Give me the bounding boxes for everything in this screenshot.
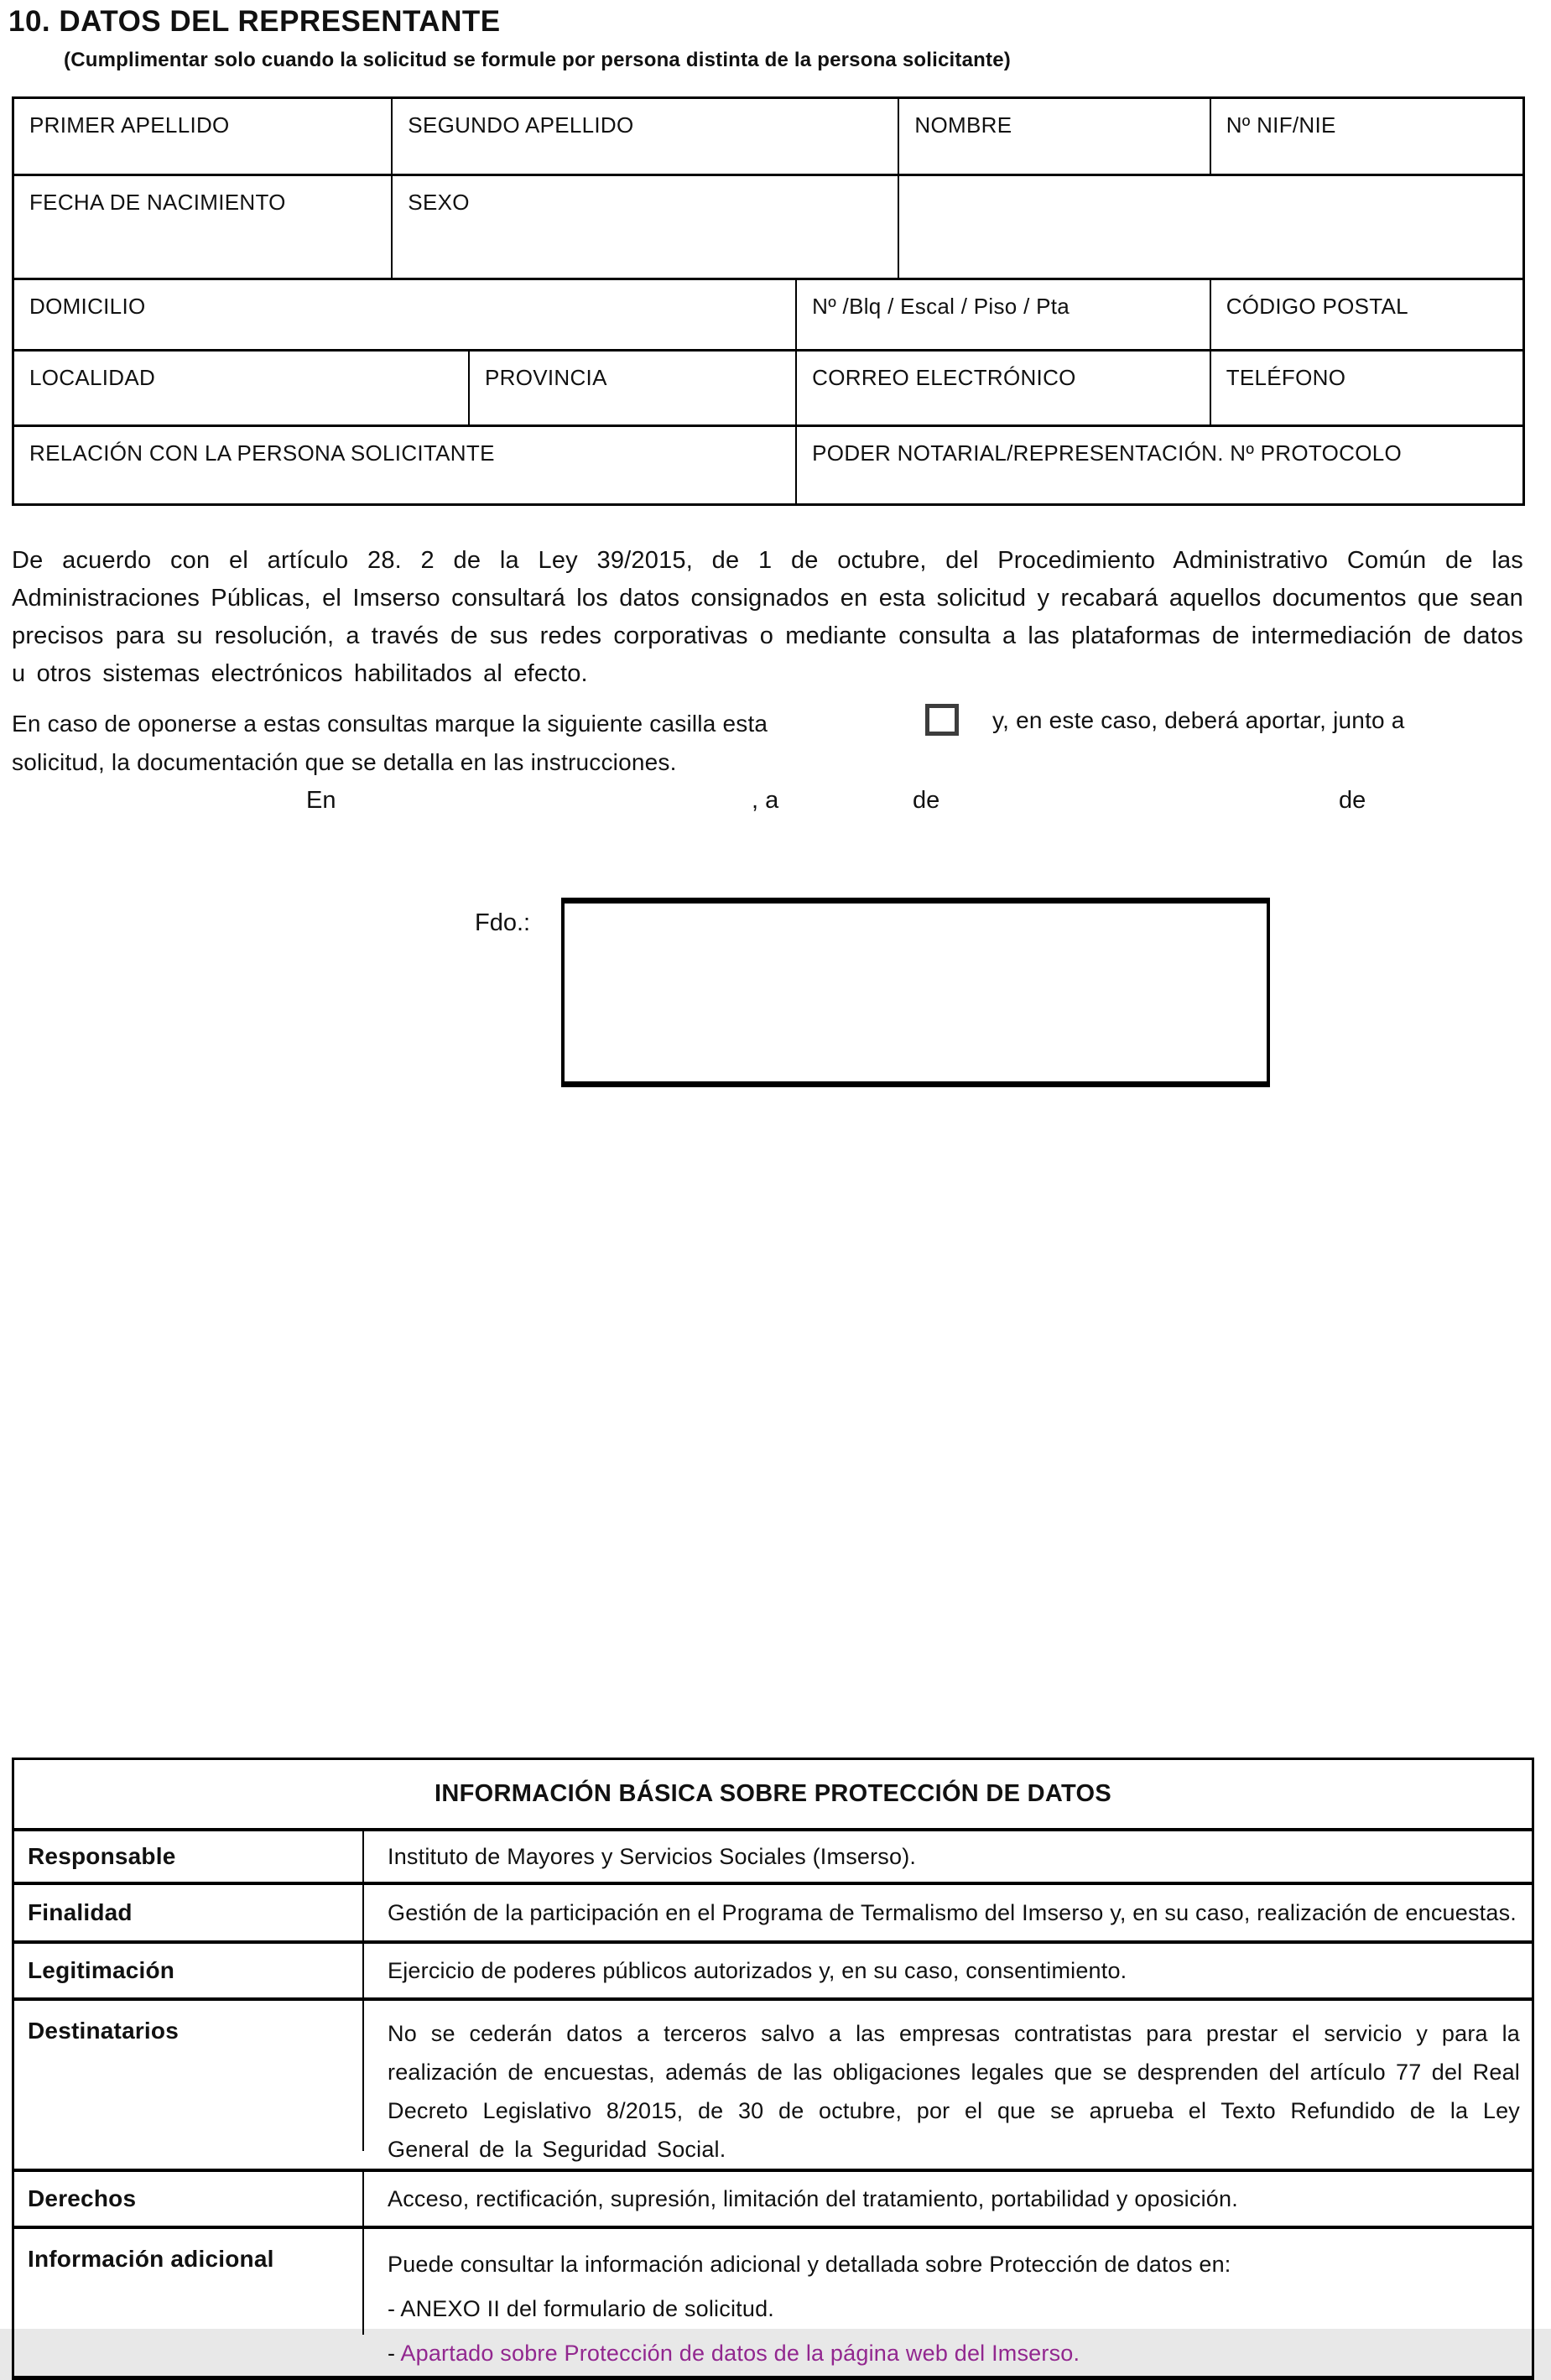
field-label: CORREO ELECTRÓNICO [812,365,1076,390]
field-poder-notarial[interactable] [797,427,1522,503]
privacy-content: Gestión de la participación en el Programa de Termalismo del Imserso y, en su caso, realización de encuestas. [388,1899,1517,1925]
rep-row-4 [14,352,1522,427]
field-localidad[interactable] [14,352,470,424]
privacy-table [12,1758,1534,2380]
empty-cell [899,176,1522,278]
field-telefono[interactable] [1211,352,1522,424]
field-codigo-postal[interactable] [1211,280,1522,349]
field-fecha-nacimiento[interactable] [14,176,393,278]
legal-consultation-paragraph: De acuerdo con el artículo 28. 2 de la Ley 39/2015, de 1 de octubre, del Procedimiento Administrativo Común de las Administraciones Públicas, el Imserso consultará los datos consignados en esta solicitud y recabará aquellos documentos que sean precisos para su resolución, a través de sus redes corporativas o mediante consulta a las plataformas de intermediación de datos u otros sistemas electrónicos habilitados al efecto. [12,547,1523,687]
field-label: SEGUNDO APELLIDO [408,112,634,138]
signature-box[interactable] [561,898,1270,1087]
privacy-additional-intro: Puede consultar la información adicional y detallada sobre Protección de datos en: [388,2252,1231,2277]
dateline-de-year: de [1339,787,1366,814]
privacy-additional-item-web [388,2331,1523,2376]
field-label: Nº /Blq / Escal / Piso / Pta [812,294,1070,319]
optout-text-right: y, en este caso, deberá aportar, junto a [992,707,1405,733]
field-label: FECHA DE NACIMIENTO [29,190,286,215]
privacy-row-destinatarios [14,2001,1532,2172]
section-title: 10. DATOS DEL REPRESENTANTE [8,5,501,38]
field-relacion-solicitante[interactable] [14,427,797,503]
dateline-de-month: de [913,787,940,814]
privacy-content: No se cederán datos a terceros salvo a las empresas contratistas para prestar el servicio y para la realización de encuestas, además de las obligaciones legales que se desprenden del artículo 77 del Real Decreto Legislativo 8/2015, de 30 de octubre, por el que se aprueba el Texto Refundido de la Ley General de la Seguridad Social. [388,2021,1520,2162]
field-nombre[interactable] [899,99,1210,174]
field-label: SEXO [408,190,470,215]
privacy-label: Destinatarios [14,2001,364,2151]
field-sexo[interactable] [393,176,899,278]
privacy-content: Ejercicio de poderes públicos autorizados y, en su caso, consentimiento. [388,1957,1127,1983]
privacy-table-header: INFORMACIÓN BÁSICA SOBRE PROTECCIÓN DE DATOS [14,1760,1532,1831]
privacy-content: Instituto de Mayores y Servicios Sociales (Imserso). [388,1843,917,1869]
privacy-label: Responsable [14,1831,364,1882]
signature-label: Fdo.: [475,909,531,936]
field-provincia[interactable] [470,352,797,424]
privacy-additional-item-anexo: - ANEXO II del formulario de solicitud. [388,2296,774,2321]
field-label: DOMICILIO [29,294,146,319]
privacy-content: Acceso, rectificación, supresión, limitación del tratamiento, portabilidad y oposición. [388,2185,1238,2211]
privacy-content [364,2229,1532,2376]
rep-row-2 [14,176,1522,280]
section-subtitle: (Cumplimentar solo cuando la solicitud se formule por persona distinta de la persona solicitante) [64,49,1011,71]
field-label: PROVINCIA [484,365,607,390]
privacy-label: Legitimación [14,1944,364,1997]
privacy-row-finalidad [14,1885,1532,1944]
privacy-row-legitimacion [14,1944,1532,2001]
field-label: PODER NOTARIAL/REPRESENTACIÓN. Nº PROTOCOLO [812,440,1402,466]
field-label: PRIMER APELLIDO [29,112,230,138]
privacy-row-derechos [14,2172,1532,2229]
field-segundo-apellido[interactable] [393,99,899,174]
privacy-label: Información adicional [14,2229,364,2335]
bullet-dash: - [388,2341,401,2366]
field-primer-apellido[interactable] [14,99,393,174]
optout-text-left: En caso de oponerse a estas consultas marque la siguiente casilla esta solicitud, la documentación que se detalla en las instrucciones. [12,711,768,775]
field-domicilio[interactable] [14,280,797,349]
rep-row-5 [14,427,1522,503]
optout-checkbox[interactable] [925,704,959,736]
privacy-row-responsable [14,1831,1532,1885]
representative-table [12,96,1525,506]
field-nif-nie[interactable] [1211,99,1522,174]
dateline-en: En [306,787,336,814]
privacy-label: Derechos [14,2172,364,2226]
field-label: RELACIÓN CON LA PERSONA SOLICITANTE [29,440,495,466]
dateline-comma-a: , a [752,787,779,814]
field-label: LOCALIDAD [29,365,156,390]
field-label: CÓDIGO POSTAL [1226,294,1408,319]
field-num-blq-escal-piso-pta[interactable] [797,280,1211,349]
rep-row-1 [14,99,1522,176]
field-label: NOMBRE [914,112,1012,138]
rep-row-3 [14,280,1522,352]
privacy-row-informacion-adicional [14,2229,1532,2376]
privacy-label: Finalidad [14,1885,364,1940]
field-label: TELÉFONO [1226,365,1346,390]
field-correo-electronico[interactable] [797,352,1211,424]
field-label: Nº NIF/NIE [1226,112,1336,138]
imserso-privacy-link[interactable]: Apartado sobre Protección de datos de la página web del Imserso. [400,2341,1080,2366]
